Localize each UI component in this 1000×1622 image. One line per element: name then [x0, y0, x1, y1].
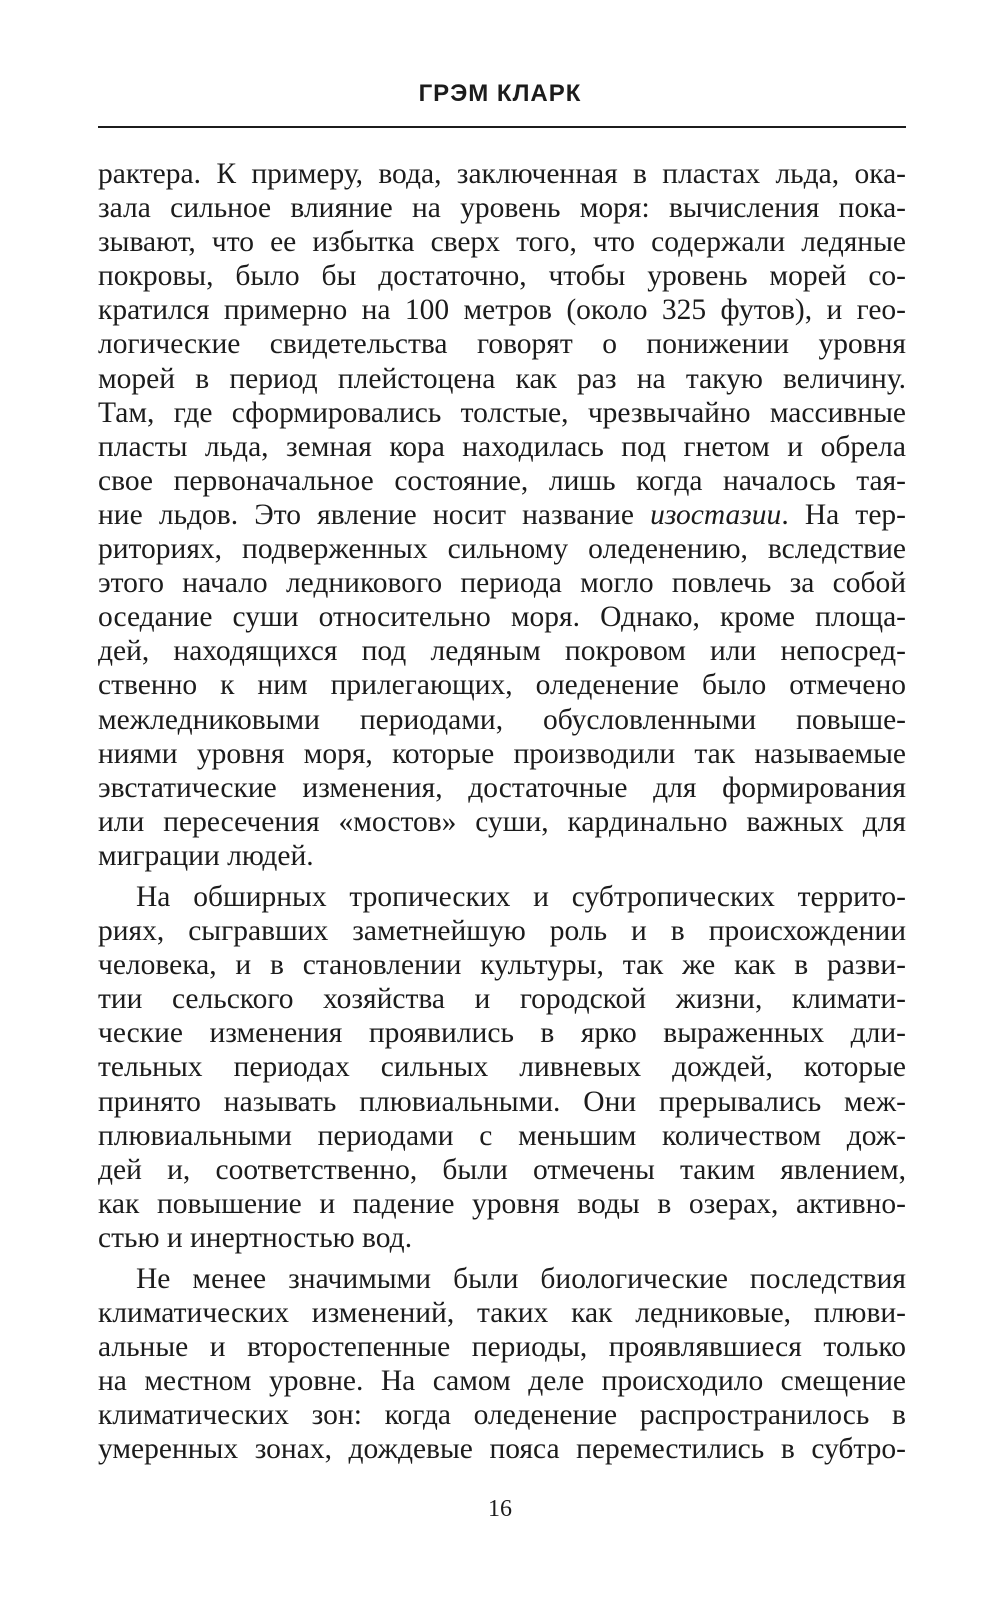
text-line: эвстатические изменения, достаточные для формирования [98, 771, 906, 804]
text-line: Не менее значимыми были биологические последствия [136, 1263, 906, 1295]
text-line: риях, сыгравших заметнейшую роль и в происхождении [98, 915, 906, 948]
text-line: дей и, соответственно, были отмечены таким явлением, [98, 1153, 906, 1186]
text-line: ческие изменения проявились в ярко выраженных дли- [98, 1017, 906, 1050]
text-line: альные и второстепенные периоды, проявлявшиеся только [98, 1331, 906, 1364]
text-line: принято называть плювиальными. Они прерывались меж- [98, 1085, 906, 1118]
page-number: 16 [488, 1496, 512, 1522]
text-line: ниями уровня моря, которые производили так называемые [98, 737, 906, 770]
text-line: или пересечения «мостов» суши, кардинально важных для [98, 805, 906, 838]
text-line: тии сельского хозяйства и городской жизни, климати- [98, 983, 906, 1016]
text-line: как повышение и падение уровня воды в озерах, активно- [98, 1187, 906, 1220]
text-line: ственно к ним прилегающих, оледенение было отмечено [98, 669, 906, 702]
text-line: оседание суши относительно моря. Однако, кроме площа- [98, 601, 906, 634]
text-line: миграции людей. [98, 839, 314, 872]
paragraph-3 [98, 1262, 906, 1467]
text-line: этого начало ледникового периода могло повлечь за собой [98, 567, 906, 600]
text-line: покровы, было бы достаточно, чтобы уровень морей со- [98, 260, 906, 293]
text-line: климатических зон: когда оледенение распространилось в [98, 1399, 906, 1432]
paragraph-2 [98, 880, 906, 1255]
text-line-with-term [98, 498, 906, 532]
text-segment: . На тер- [781, 498, 906, 531]
text-line: На обширных тропических и субтропических террито- [136, 880, 906, 913]
italic-term: изостазии [650, 498, 782, 531]
text-line: свое первоначальное состояние, лишь когда началось тая- [98, 464, 906, 497]
text-line: рактера. К примеру, вода, заключенная в пластах льда, ока- [98, 158, 906, 190]
text-line: логические свидетельства говорят о понижении уровня [98, 328, 906, 361]
text-line: межледниковыми периодами, обусловленными повыше- [98, 703, 906, 736]
text-line: климатических изменений, таких как ледниковые, плюви- [98, 1297, 906, 1330]
body-text [98, 157, 906, 1467]
text-line: на местном уровне. На самом деле происходило смещение [98, 1365, 906, 1398]
header-rule [98, 126, 906, 128]
text-line: риториях, подверженных сильному оледенению, вследствие [98, 533, 906, 566]
paragraph-gap [98, 873, 906, 880]
text-line: морей в период плейстоцена как раз на такую величину. [98, 362, 906, 395]
text-line: умеренных зонах, дождевые пояса переместились в субтро- [98, 1433, 906, 1466]
text-line: кратился примерно на 100 метров (около 325 футов), и гео- [98, 294, 906, 327]
text-segment: ние льдов. Это явление носит название [98, 498, 651, 531]
paragraph-gap [98, 1255, 906, 1262]
text-line: зала сильное влияние на уровень моря: вычисления пока- [98, 192, 906, 225]
text-line: человека, и в становлении культуры, так же как в разви- [98, 949, 906, 982]
text-line: зывают, что ее избытка сверх того, что содержали ледяные [98, 226, 906, 259]
text-line: Там, где сформировались толстые, чрезвычайно массивные [98, 396, 906, 429]
text-line: тельных периодах сильных ливневых дождей, которые [98, 1051, 906, 1084]
text-line: дей, находящихся под ледяным покровом или непосред- [98, 635, 906, 668]
text-line: плювиальными периодами с меньшим количеством дож- [98, 1119, 906, 1152]
paragraph-1 [98, 157, 906, 873]
text-line: пласты льда, земная кора находилась под гнетом и обрела [98, 430, 906, 463]
running-header: ГРЭМ КЛАРК [418, 80, 582, 107]
text-line: стью и инертностью вод. [98, 1221, 413, 1254]
